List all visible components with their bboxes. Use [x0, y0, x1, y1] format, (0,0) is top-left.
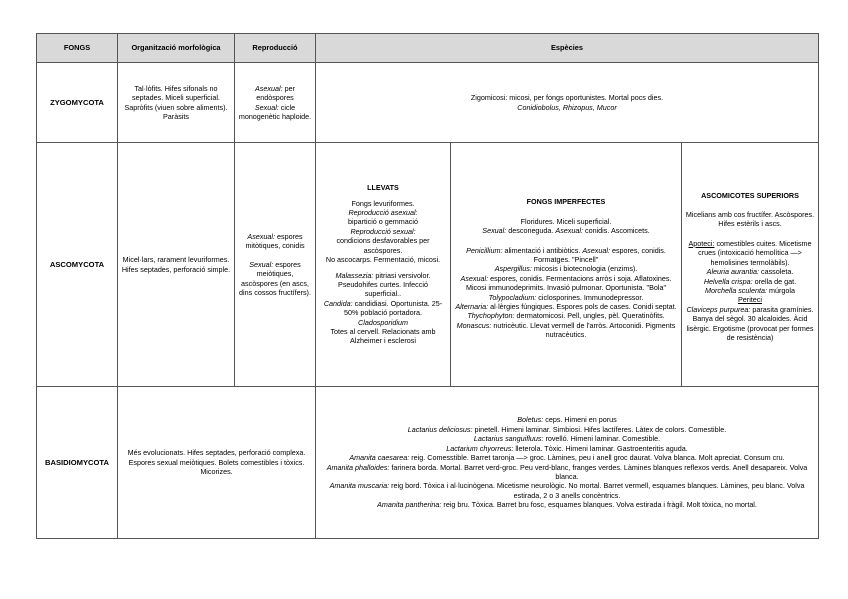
group-ascomycota: ASCOMYCOTA: [37, 143, 118, 387]
candida-entry: [319, 299, 447, 318]
species-text: lleterola. Tòxic. Himeni laminar. Gastroenteritis aguda.: [513, 443, 688, 453]
species-text: ceps. Himeni en porus: [543, 415, 617, 425]
species-entry: [319, 453, 815, 462]
imperfectes-repro: [454, 226, 678, 235]
species-name: Lactarius sanguifluus:: [473, 434, 544, 444]
llevats-line5: condicions desfavorables per ascòspores.: [336, 236, 430, 255]
tolypocladium-text: ciclosporines. Immunodepressor.: [536, 292, 644, 302]
header-fongs: FONGS: [37, 34, 118, 63]
penicillium-entry: [454, 246, 678, 265]
asco-sex-label: Sexual:: [249, 259, 274, 269]
species-entry: [319, 463, 815, 482]
species-name: Amanita phalloides:: [326, 462, 390, 472]
species-entry: [319, 434, 815, 443]
superiors-title: ASCOMICOTES SUPERIORS: [701, 190, 799, 200]
monascus-text: nutricèutic. Llevat vermell de l'arròs. Artoconidi. Pigments nutracèutics.: [491, 320, 676, 340]
imperfectes-asex-text: conidis. Ascomicets.: [583, 226, 650, 236]
species-name: Lactarium chyorreus:: [446, 443, 514, 453]
zygo-sex-label: Sexual:: [254, 102, 279, 112]
fungi-table: [36, 33, 819, 539]
basidio-especies: [316, 387, 819, 539]
malassezia-text: pitriasi versivolor. Pseudohifes curtes. Infecció superficial..: [338, 270, 431, 299]
candida-name: Candida:: [323, 298, 353, 308]
species-entry: [319, 444, 815, 453]
asco-asex-text: espores mitòtiques, conidis: [245, 231, 305, 250]
cladosporidium-text: Totes al cervell. Relacionats amb Alzheimer i esclerosi: [330, 326, 436, 346]
tolypocladium-name: Tolypocladium:: [488, 292, 537, 302]
apoteci-label: Apoteci:: [688, 238, 715, 248]
group-basidiomycota: BASIDIOMYCOTA: [37, 387, 118, 539]
imperfectes-sex-text: desconeguda.: [506, 226, 556, 236]
penicillium-asex-label: Asexual:: [582, 245, 610, 255]
zygo-asex-label: Asexual:: [255, 83, 283, 93]
thychophyton-text: dermatomicosi. Pell, ungles, pèl. Queratinòfits.: [514, 311, 665, 321]
llevats-line6: No ascocarps. Fermentació, micosi.: [325, 255, 441, 265]
claviceps-name: Claviceps purpurea:: [686, 304, 751, 314]
species-name: Lactarius deliciosus:: [407, 424, 473, 434]
malassezia-name: Malassezia:: [335, 270, 374, 280]
aspergillus-entry: [454, 264, 678, 292]
malassezia-entry: [319, 271, 447, 299]
imperfectes-asex-label: Asexual:: [555, 226, 583, 236]
aleuria-entry: [685, 267, 815, 276]
monascus-entry: [454, 321, 678, 340]
species-entry: [319, 481, 815, 500]
species-text: rovelló. Himeni laminar. Comestible.: [543, 434, 661, 444]
basidio-organitzacio: Més evolucionats. Hifes septades, perforació complexa. Espores sexual meiòtiques. Bolets comestibles i tòxics. Micorizes.: [118, 387, 316, 539]
species-text: pinetell. Himeni laminar. Simbiosi. Hifes lactíferes. Làtex de colors. Comestible.: [472, 424, 727, 434]
apoteci-text: comestibles cuites. Micetisme crues (intoxicació hemolítica —> hemolisines termolàbils).: [698, 238, 812, 267]
cladosporidium-name: Cladosporidium: [358, 317, 408, 327]
helvella-text: orella de gat.: [752, 276, 797, 286]
penicillium-text2: espores, conidis. Formatges. "Pincell": [533, 245, 666, 264]
header-especies: Espècies: [316, 34, 819, 63]
species-entry: [319, 500, 815, 509]
row-basidiomycota: [37, 387, 819, 539]
imperfectes-cell: [451, 143, 682, 387]
morchella-entry: [685, 286, 815, 295]
imperfectes-sex-label: Sexual:: [482, 226, 507, 236]
aleuria-text: cassoleta.: [759, 267, 794, 277]
thychophyton-name: Thychophyton:: [467, 311, 515, 321]
row-zygomycota: [37, 63, 819, 143]
llevats-line3: bipartició o gemmació: [348, 217, 418, 227]
species-text: reig. Comesstible. Barret taronja —> groc. Làmines, peu i anell groc daurat. Volva blanca. Molt apreciat. Consum cru.: [409, 453, 785, 463]
aspergillus-asex-label: Asexual:: [460, 273, 489, 283]
morchella-text: múrgola: [766, 285, 795, 295]
species-name: Amanita muscaria:: [329, 481, 390, 491]
species-text: farinera borda. Mortal. Barret verd-groc. Peu verd-blanc, franges verdes. Làmines blanques reflexos verds. Anell desapareix. Volva blanca.: [389, 462, 808, 481]
header-reproduccio: Reproducció: [235, 34, 316, 63]
species-name: Boletus:: [517, 415, 544, 425]
species-name: Amanita caesarea:: [349, 453, 410, 463]
row-ascomycota: [37, 143, 819, 387]
asco-asex-label: Asexual:: [247, 231, 275, 241]
periteci-label: Periteci: [738, 295, 762, 305]
llevats-line1: Fongs levuriformes.: [351, 198, 415, 208]
group-zygomycota: ZYGOMYCOTA: [37, 63, 118, 143]
species-text: reig bru. Tòxica. Barret bru fosc, esquames blanques. Volva estirada i fràgil. Molt tòxica, no mortal.: [441, 500, 757, 510]
superiors-cell: [682, 143, 819, 387]
alternaria-entry: [454, 302, 678, 311]
header-row: [37, 34, 819, 63]
zygo-especies-line1: Zigomicosi: micosi, per fongs oportunistes. Mortal pocs dies.: [470, 93, 664, 103]
candida-text: candidiasi. Oportunista. 25-50% població portadora.: [344, 298, 443, 318]
aspergillus-name: Aspergillus:: [494, 264, 532, 274]
zygo-especies: [316, 63, 819, 143]
superiors-line1: Micelians amb cos fructífer. Ascòspores. Hifes estèrils i ascs.: [685, 210, 815, 229]
species-entry: [319, 415, 815, 424]
thychophyton-entry: [454, 311, 678, 320]
apoteci-entry: [685, 239, 815, 267]
asco-reproduccio: [235, 143, 316, 387]
aleuria-name: Aleuria aurantia:: [706, 267, 759, 277]
asco-org-line1: Micel·lars, rarament levuriformes.: [122, 255, 230, 265]
claviceps-text: parasita gramínies. Banya del sègol. 30 alcaloides. Àcid lisèrgic. Ergotisme (provocat per formes de resistència): [686, 304, 814, 342]
asco-sex-text: espores meiòtiques, ascòspores (en ascs, dins cossos fructífers).: [239, 259, 311, 298]
llevats-title: LLEVATS: [367, 183, 399, 193]
species-entry: [319, 425, 815, 434]
zygo-especies-line2: Conidiobolus, Rhizopus, Mucor: [517, 102, 617, 112]
llevats-line2: Reproducció asexual:: [348, 208, 418, 218]
monascus-name: Monascus:: [456, 320, 492, 330]
aspergillus-text: micosis i biotecnologia (enzims).: [531, 264, 638, 274]
imperfectes-title: FONGS IMPERFECTES: [526, 197, 606, 207]
morchella-name: Morchella sculenta:: [705, 285, 767, 295]
header-organitzacio: Organització morfològica: [118, 34, 235, 63]
zygo-asex-text: per endòspores: [256, 83, 295, 103]
claviceps-entry: [685, 305, 815, 343]
zygo-sex-text: cicle monogenètic haploide.: [238, 102, 312, 121]
aspergillus-text2: espores, conidis. Fermentacions arròs i soja. Aflatoxines. Micosi immunodeprimits. Invasió pulmonar. Oportunista. "Bola": [465, 273, 672, 293]
species-name: Amanita pantherina:: [377, 500, 442, 510]
zygo-reproduccio: [235, 63, 316, 143]
asco-org-line2: Hifes septades, perforació simple.: [121, 264, 231, 274]
helvella-entry: [685, 277, 815, 286]
asco-organitzacio: [118, 143, 235, 387]
helvella-name: Helvella crispa:: [703, 276, 753, 286]
llevats-line4: Reproducció sexual:: [350, 226, 416, 236]
alternaria-name: Alternaria:: [455, 302, 489, 312]
imperfectes-line1: Floridures. Miceli superficial.: [520, 216, 612, 226]
penicillium-name: Penicillium:: [466, 245, 503, 255]
penicillium-text: alimentació i antibiòtics.: [502, 245, 583, 255]
llevats-cell: [316, 143, 451, 387]
alternaria-text: al·lèrgies fúngiques. Espores pols de cases. Conidi septat.: [488, 302, 677, 312]
species-text: reig bord. Tòxica i al·lucinògena. Micetisme neurològic. No mortal. Barret vermell, esquames blanques. Làmines, peu blanc. Volva estirada, 2 o 3 anells concèntrics.: [389, 481, 805, 500]
tolypocladium-entry: [454, 293, 678, 302]
zygo-organitzacio: Tal·lòfits. Hifes sifonals no septades. Miceli superficial. Sapròfits (viuen sobre aliments). Paràsits: [118, 63, 235, 143]
